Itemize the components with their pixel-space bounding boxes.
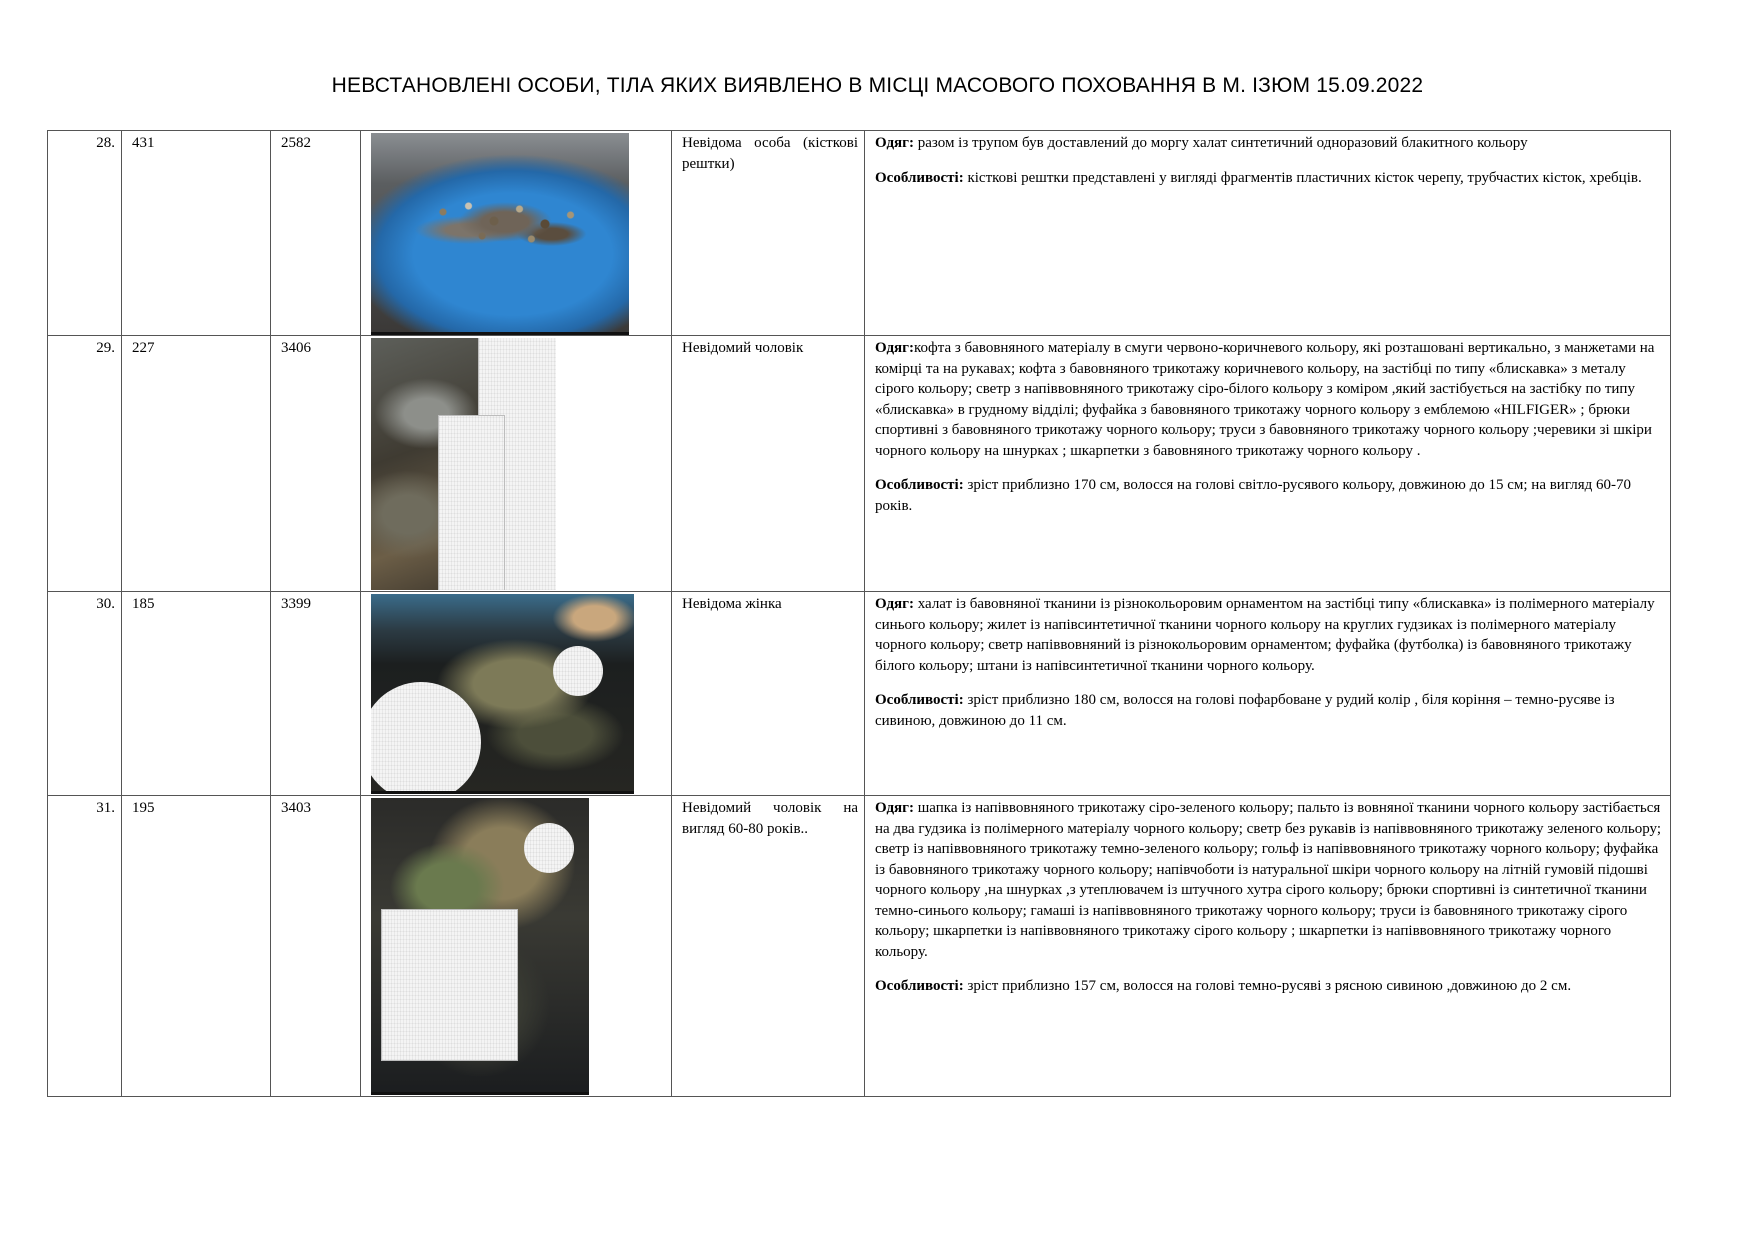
clothing-block bbox=[875, 338, 1664, 461]
photo-cell bbox=[361, 796, 672, 1097]
clothing-text: кофта з бавовняного матеріалу в смуги червоно-коричневого кольору, які розташовані вертикально, з манжетами на комірці та на рукавах; кофта з бавовняного трикотажу коричневого кольору, на застібці по типу «блискавка» з металу сірого кольору; светр з напіввовняного трикотажу сіро-білого кольору з коміром ,який застібується на застібку по типу «блискавка» в грудному відділі; фуфайка з бавовняного трикотажу чорного кольору з емблемою «HILFIGER» ; брюки спортивні з бавовняного трикотажу чорного кольору; труси з бавовняного трикотажу чорного кольору ;черевики зі шкіри чорного кольору на шнурках ; шкарпетки з бавовняного трикотажу чорного кольору . bbox=[875, 340, 1655, 459]
description-cell bbox=[865, 336, 1671, 592]
features-text: зріст приблизно 180 см, волосся на голові пофарбоване у рудий колір , біля коріння – темно-русяве із сивиною, довжиною до 11 см. bbox=[875, 692, 1615, 729]
clothing-label: Одяг: bbox=[875, 340, 914, 356]
remains-photo bbox=[371, 133, 629, 335]
features-block bbox=[875, 976, 1664, 997]
features-text: кісткові рештки представлені у вигляді фрагментів пластичних кісток черепу, трубчастих кісток, хребців. bbox=[963, 169, 1642, 186]
row-id-a: 227 bbox=[122, 336, 271, 592]
row-id-b: 2582 bbox=[271, 131, 361, 336]
features-label: Особливості: bbox=[875, 692, 964, 708]
table-row bbox=[48, 592, 1671, 796]
body-photo bbox=[371, 798, 589, 1095]
row-number: 28. bbox=[48, 131, 122, 336]
row-number: 29. bbox=[48, 336, 122, 592]
person-name: Невідома жінка bbox=[672, 592, 865, 796]
clothing-block bbox=[875, 798, 1664, 962]
features-text: зріст приблизно 170 см, волосся на голові світло-русявого кольору, довжиною до 15 см; на вигляд 60-70 років. bbox=[875, 477, 1631, 514]
bone-fragments bbox=[426, 188, 596, 248]
row-number: 31. bbox=[48, 796, 122, 1097]
photo-cell bbox=[361, 592, 672, 796]
features-block bbox=[875, 690, 1664, 731]
row-number: 30. bbox=[48, 592, 122, 796]
clothing-block bbox=[875, 133, 1664, 154]
photo-cell bbox=[361, 336, 672, 592]
person-name: Невідомий чоловік на вигляд 60-80 років.. bbox=[672, 796, 865, 1097]
features-label: Особливості: bbox=[875, 477, 964, 493]
redaction-mask bbox=[382, 910, 517, 1060]
clothing-text: халат із бавовняної тканини із різнокольоровим орнаментом на застібці типу «блискавка» із полімерного матеріалу синього кольору; жилет із напівсинтетичної тканини чорного кольору на круглих гудзиках із полімерного матеріалу чорного кольору; светр напіввовняний із різнокольоровим орнаментом; фуфайка (футболка) із бавовняного трикотажу білого кольору; штани із напівсинтетичної тканини чорного кольору. bbox=[875, 596, 1655, 674]
features-block bbox=[875, 475, 1664, 516]
redaction-mask bbox=[524, 823, 574, 873]
row-id-b: 3399 bbox=[271, 592, 361, 796]
page-title: НЕВСТАНОВЛЕНІ ОСОБИ, ТІЛА ЯКИХ ВИЯВЛЕНО В МІСЦІ МАСОВОГО ПОХОВАННЯ В М. ІЗЮМ 15.09.2022 bbox=[331, 74, 1424, 97]
clothing-label: Одяг: bbox=[875, 596, 914, 612]
persons-table bbox=[47, 130, 1671, 1097]
description-cell bbox=[865, 592, 1671, 796]
row-id-b: 3406 bbox=[271, 336, 361, 592]
clothing-text: шапка із напіввовняного трикотажу сіро-зеленого кольору; пальто із вовняної тканини чорного кольору застібається на два гудзика із полімерного матеріалу чорного кольору; светр без рукавів із напіввовняного трикотажу зеленого кольору; светр із напіввовняного трикотажу темно-зеленого кольору; гольф із напіввовняного трикотажу чорного кольору; фуфайка із бавовняного трикотажу чорного кольору; напівчоботи із натуральної шкіри чорного кольору на літній гумовій підошві чорного кольору ,на шнурках ,з утеплювачем із штучного хутра сірого кольору; брюки спортивні із синтетичної тканини темно-синього кольору; гамаші із напіввовняного трикотажу чорного кольору; труси із бавовняного трикотажу сірого кольору; шкарпетки із напіввовняного трикотажу сірого кольору ; шкарпетки із напіввовняного трикотажу чорного кольору. bbox=[875, 800, 1661, 960]
features-label: Особливості: bbox=[875, 169, 964, 186]
redaction-mask bbox=[439, 416, 504, 590]
table-row bbox=[48, 796, 1671, 1097]
row-id-b: 3403 bbox=[271, 796, 361, 1097]
redaction-mask bbox=[553, 646, 603, 696]
row-id-a: 431 bbox=[122, 131, 271, 336]
row-id-a: 185 bbox=[122, 592, 271, 796]
description-cell bbox=[865, 131, 1671, 336]
redaction-mask bbox=[371, 682, 481, 794]
person-name: Невідома особа (кісткові рештки) bbox=[672, 131, 865, 336]
photo-bottom-bar bbox=[371, 1092, 589, 1095]
clothing-label: Одяг: bbox=[875, 135, 914, 151]
table-row bbox=[48, 131, 1671, 336]
clothing-label: Одяг: bbox=[875, 800, 914, 816]
photo-cell bbox=[361, 131, 672, 336]
features-text: зріст приблизно 157 см, волосся на голові темно-русяві з рясною сивиною ,довжиною до 2 см. bbox=[963, 978, 1572, 994]
table-row bbox=[48, 336, 1671, 592]
description-cell bbox=[865, 796, 1671, 1097]
row-id-a: 195 bbox=[122, 796, 271, 1097]
features-block bbox=[875, 168, 1664, 189]
clothing-text: разом із трупом був доставлений до моргу халат синтетичний одноразовий блакитного кольору bbox=[913, 135, 1528, 151]
features-label: Особливості: bbox=[875, 978, 964, 994]
clothing-block bbox=[875, 594, 1664, 676]
person-name: Невідомий чоловік bbox=[672, 336, 865, 592]
body-photo bbox=[371, 338, 556, 590]
body-photo bbox=[371, 594, 634, 794]
photo-bottom-bar bbox=[371, 791, 634, 794]
